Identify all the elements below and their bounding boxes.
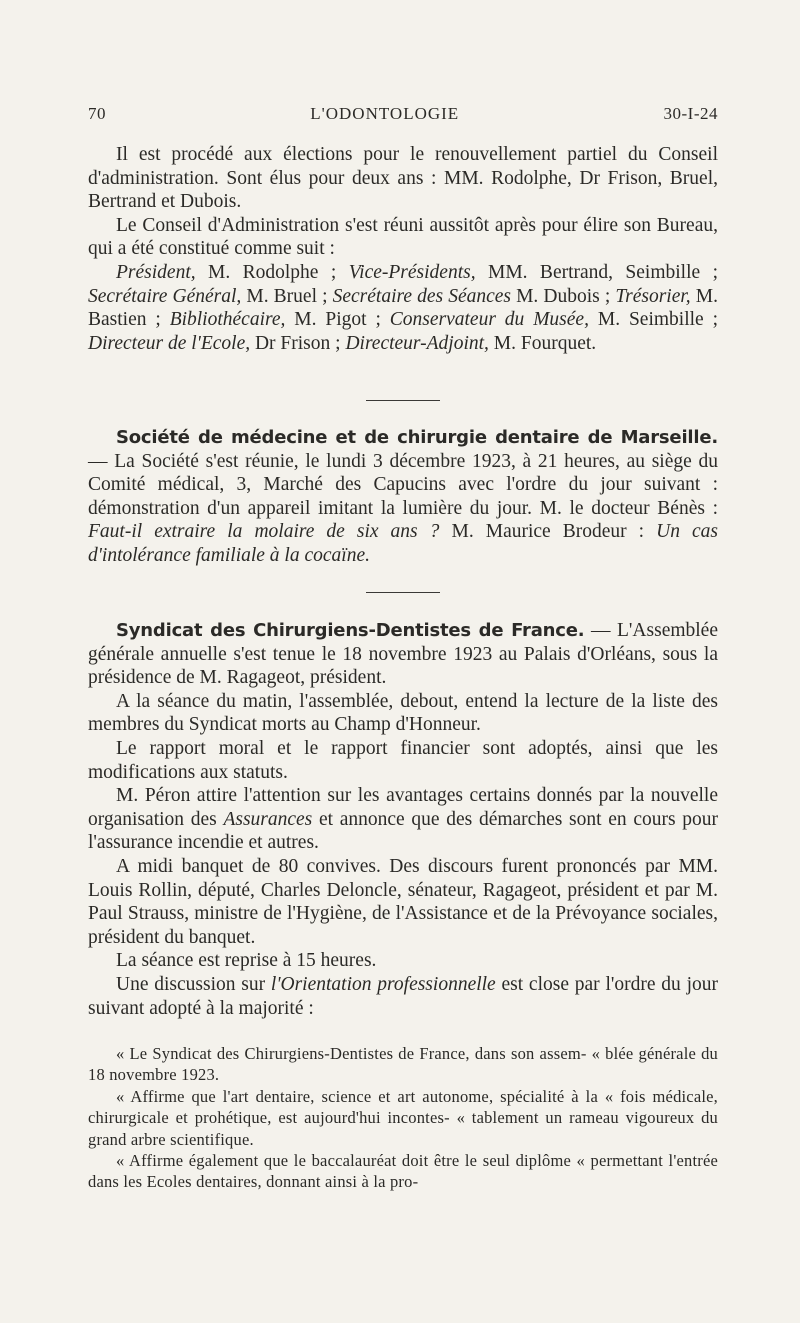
ss-label: Secrétaire des Séances (332, 285, 511, 307)
vp-label: Vice-Présidents, (348, 261, 476, 283)
section-syndicat (88, 619, 718, 1020)
section-divider-2 (88, 592, 718, 593)
syndicat-intro: — L'Assemblée générale annuelle s'est tenue le 18 novembre 1923 au Palais d'Orléans, sous la présidence de M. Ragageot, président. (88, 620, 718, 689)
marseille-intro: — La Société s'est réunie, le lundi 3 décembre 1923, à 21 heures, au siège du Comité médical, 3, Marché des Capucins avec l'ordre du jour suivant : démonstration d'un appareil imitant la lumière du jour. M. le docteur Bénès : (88, 450, 718, 519)
p7-end: est close par l'ordre du jour suivant adopté à la majorité : (88, 973, 718, 1019)
elections-paragraph: Il est procédé aux élections pour le renouvellement partiel du Conseil d'administration. Sont élus pour deux ans : MM. Rodolphe, Dr Frison, Bruel, Bertrand et Dubois. (88, 144, 718, 213)
running-header (88, 104, 718, 124)
quote-paragraph-2: « Affirme que l'art dentaire, science et art autonome, spécialité à la « fois médicale, chirurgicale et prohétique, est aujourd'hui incontes- « tablement un rameau vigoureux du grand arbre scientifique. (88, 1086, 718, 1149)
curator-name: M. Seimbille ; (588, 309, 718, 331)
librarian-label: Bibliothécaire, (169, 309, 286, 331)
syndicat-paragraph-6: La séance est reprise à 15 heures. (116, 950, 377, 972)
syndicat-paragraph-3: Le rapport moral et le rapport financier sont adoptés, ainsi que les modifications aux statuts. (88, 737, 718, 783)
vp-names: MM. Bertrand, Seimbille ; (475, 261, 718, 283)
p4-end: et annonce que des démarches sont en cours pour l'assurance incendie et autres. (88, 808, 718, 854)
syndicat-paragraph-5: A midi banquet de 80 convives. Des discours furent prononcés par MM. Louis Rollin, député, Charles Deloncle, sénateur, Ragageot, président et par M. Paul Strauss, ministre de l'Hygiène, de l'Assistance et de la Prévoyance sociales, président du banquet. (88, 855, 718, 948)
journal-title: L'ODONTOLOGIE (310, 104, 460, 123)
marseille-heading: Société de médecine et de chirurgie dentaire de Marseille. (116, 427, 718, 448)
divider-rule (366, 592, 440, 593)
president-name: M. Rodolphe ; (195, 261, 349, 283)
syndicat-intro-paragraph (88, 619, 718, 690)
president-label: Président, (116, 261, 196, 283)
syndicat-heading: Syndicat des Chirurgiens-Dentistes de France. (116, 620, 585, 641)
quote-paragraph-1: « Le Syndicat des Chirurgiens-Dentistes de France, dans son assem- « blée générale du 18 novembre 1923. (88, 1044, 718, 1085)
marseille-paragraph (88, 426, 718, 568)
ss-name: M. Dubois ; (511, 285, 616, 307)
treasurer-name: M. Bastien ; (88, 285, 718, 331)
director-label: Directeur de l'Ecole, (88, 332, 251, 354)
bureau-intro-paragraph: Le Conseil d'Administration s'est réuni aussitôt après pour élire son Bureau, qui a été constitué comme suit : (88, 214, 718, 260)
divider-rule (366, 400, 440, 401)
talk-1-title: Faut-il extraire la molaire de six ans ? (88, 521, 440, 543)
p4-italic: Assurances (223, 808, 313, 830)
curator-label: Conservateur du Musée, (389, 309, 589, 331)
talk-2-title: Un cas d'intolérance familiale à la cocaïne. (88, 521, 718, 566)
page-number: 70 (88, 104, 106, 123)
p7-start: Une discussion sur (116, 973, 271, 995)
deputy-label: Directeur-Adjoint, (345, 332, 489, 354)
treasurer-label: Trésorier, (615, 285, 691, 307)
sg-name: M. Bruel ; (241, 285, 333, 307)
quote-paragraph-3: « Affirme également que le baccalauréat doit être le seul diplôme « permettant l'entrée dans les Ecoles dentaires, donnant ainsi à la pro- (88, 1151, 718, 1192)
sg-label: Secrétaire Général, (88, 285, 242, 307)
director-name: Dr Frison ; (250, 332, 346, 354)
librarian-name: M. Pigot ; (285, 309, 390, 331)
resolution-quote (88, 1043, 718, 1193)
section-divider-1 (88, 400, 718, 401)
issue-date: 30-I-24 (663, 104, 718, 123)
section-elections (88, 143, 718, 355)
marseille-mid: M. Maurice Brodeur : (439, 521, 657, 543)
bureau-list-paragraph (88, 261, 718, 355)
syndicat-paragraph-7 (88, 973, 718, 1020)
p4-start: M. Péron attire l'attention sur les avantages certains donnés par la nouvelle organisation des (88, 785, 718, 830)
syndicat-paragraph-2: A la séance du matin, l'assemblée, debout, entend la lecture de la liste des membres du Syndicat morts au Champ d'Honneur. (88, 690, 718, 736)
deputy-name: M. Fourquet. (488, 332, 597, 354)
syndicat-paragraph-4 (88, 784, 718, 855)
p7-italic: l'Orientation professionnelle (270, 973, 496, 995)
section-marseille (88, 426, 718, 568)
